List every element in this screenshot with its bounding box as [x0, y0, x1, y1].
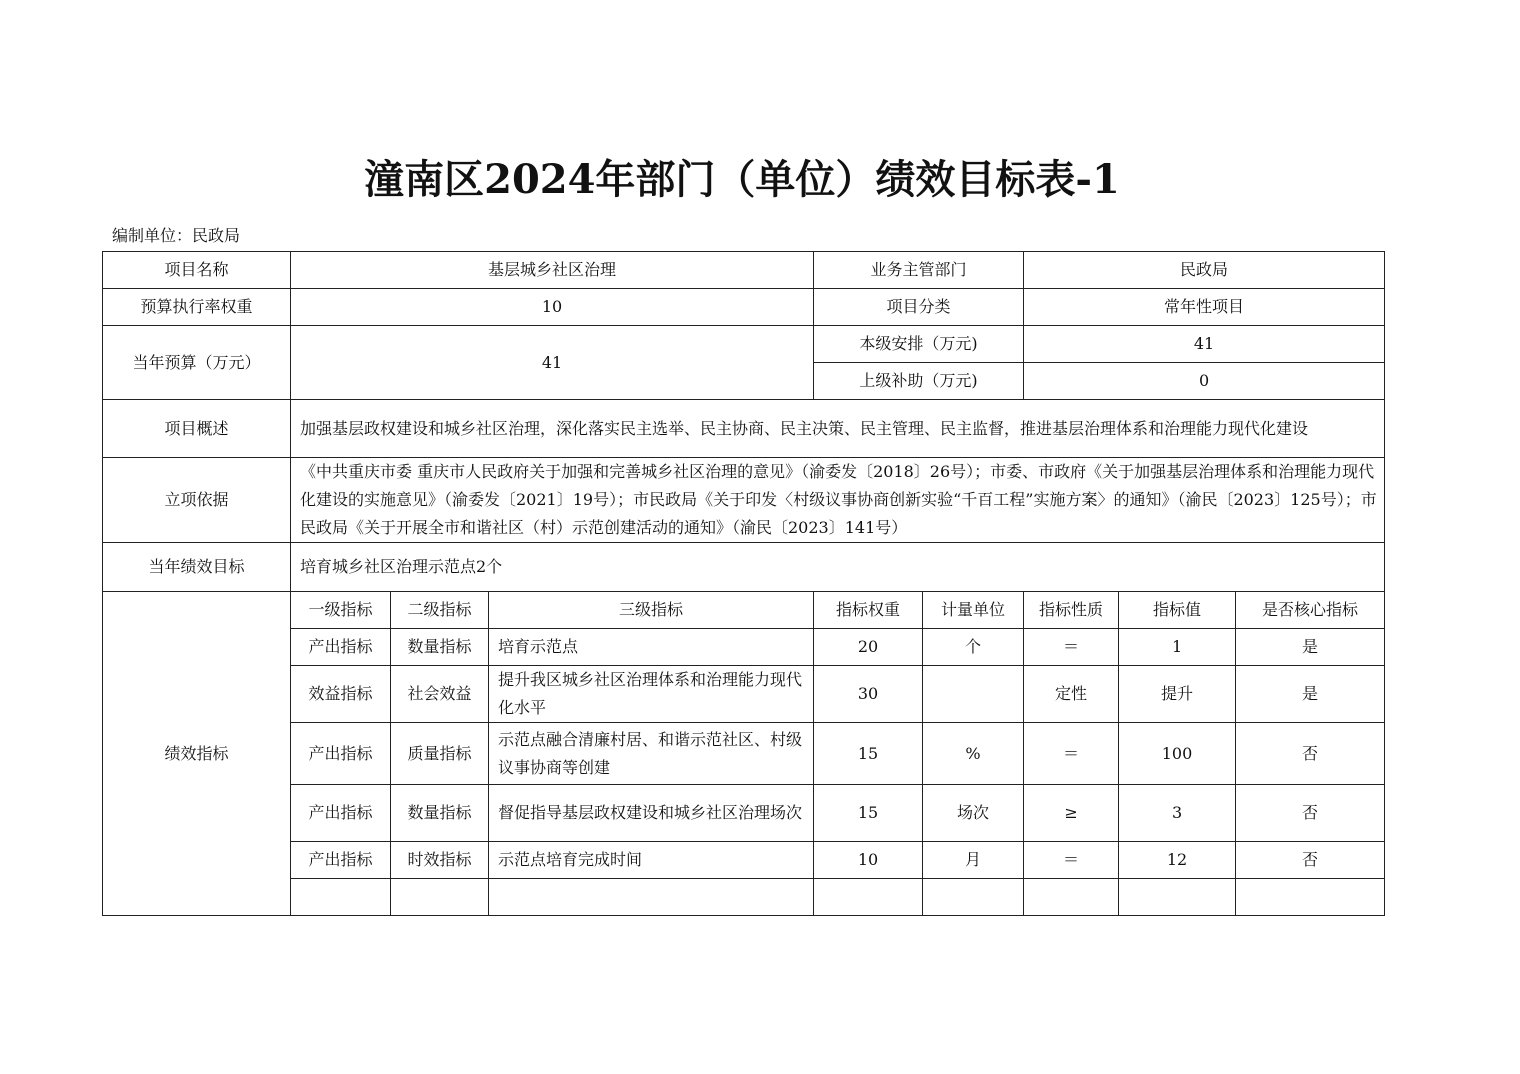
- indicator-l2: 质量指标: [391, 723, 489, 785]
- indicator-value: 1: [1119, 629, 1236, 666]
- project-name-value: 基层城乡社区治理: [291, 252, 814, 289]
- indicator-row: [103, 723, 1385, 785]
- indicator-value: 12: [1119, 842, 1236, 879]
- indicator-l1: 产出指标: [291, 629, 391, 666]
- indicator-row: [103, 666, 1385, 723]
- header-nature: 指标性质: [1024, 592, 1119, 629]
- indicator-nature: ＝: [1024, 842, 1119, 879]
- indicator-l3: 示范点融合清廉村居、和谐示范社区、村级议事协商等创建: [489, 723, 814, 785]
- category-label: 项目分类: [814, 289, 1024, 326]
- budget-weight-label: 预算执行率权重: [103, 289, 291, 326]
- indicator-row: [103, 629, 1385, 666]
- header-weight: 指标权重: [814, 592, 923, 629]
- table-row: [103, 458, 1385, 543]
- indicator-value: 100: [1119, 723, 1236, 785]
- indicator-l2: 数量指标: [391, 785, 489, 842]
- indicator-row: [103, 842, 1385, 879]
- header-unit: 计量单位: [923, 592, 1024, 629]
- local-label: 本级安排（万元): [814, 326, 1024, 363]
- indicator-l3: 提升我区城乡社区治理体系和治理能力现代化水平: [489, 666, 814, 723]
- dept-label: 业务主管部门: [814, 252, 1024, 289]
- header-l2: 二级指标: [391, 592, 489, 629]
- indicator-core: 否: [1236, 842, 1385, 879]
- indicator-weight: 20: [814, 629, 923, 666]
- category-value: 常年性项目: [1024, 289, 1385, 326]
- compiling-unit: 编制单位：民政局: [112, 226, 241, 245]
- indicator-l3: 培育示范点: [489, 629, 814, 666]
- indicator-nature: ＝: [1024, 629, 1119, 666]
- overview-label: 项目概述: [103, 400, 291, 458]
- indicator-core: 否: [1236, 785, 1385, 842]
- indicator-l1: 产出指标: [291, 842, 391, 879]
- indicator-weight: 15: [814, 785, 923, 842]
- header-l3: 三级指标: [489, 592, 814, 629]
- indicator-l2: 社会效益: [391, 666, 489, 723]
- perf-label: 绩效指标: [103, 592, 291, 916]
- indicator-core: 是: [1236, 666, 1385, 723]
- annual-budget-label: 当年预算（万元）: [103, 326, 291, 400]
- performance-table: [102, 251, 1385, 916]
- indicator-row: [103, 785, 1385, 842]
- header-core: 是否核心指标: [1236, 592, 1385, 629]
- indicator-l3: 示范点培育完成时间: [489, 842, 814, 879]
- indicator-value: 提升: [1119, 666, 1236, 723]
- table-row: [103, 289, 1385, 326]
- indicator-core: 否: [1236, 723, 1385, 785]
- indicator-l2: 时效指标: [391, 842, 489, 879]
- indicator-unit: [923, 666, 1024, 723]
- indicator-nature: ≥: [1024, 785, 1119, 842]
- header-value: 指标值: [1119, 592, 1236, 629]
- table-row: [103, 400, 1385, 458]
- dept-value: 民政局: [1024, 252, 1385, 289]
- table-row: [103, 252, 1385, 289]
- indicator-unit: 月: [923, 842, 1024, 879]
- indicator-weight: 15: [814, 723, 923, 785]
- goal-label: 当年绩效目标: [103, 543, 291, 592]
- indicator-weight: 10: [814, 842, 923, 879]
- indicator-l2: 数量指标: [391, 629, 489, 666]
- basis-label: 立项依据: [103, 458, 291, 543]
- upper-label: 上级补助（万元): [814, 363, 1024, 400]
- indicator-value: 3: [1119, 785, 1236, 842]
- indicator-header-row: [103, 592, 1385, 629]
- annual-budget-value: 41: [291, 326, 814, 400]
- indicator-l1: 效益指标: [291, 666, 391, 723]
- project-name-label: 项目名称: [103, 252, 291, 289]
- indicator-l1: 产出指标: [291, 785, 391, 842]
- header-l1: 一级指标: [291, 592, 391, 629]
- upper-value: 0: [1024, 363, 1385, 400]
- indicator-unit: 场次: [923, 785, 1024, 842]
- local-value: 41: [1024, 326, 1385, 363]
- budget-weight-value: 10: [291, 289, 814, 326]
- table-row: [103, 326, 1385, 363]
- indicator-nature: 定性: [1024, 666, 1119, 723]
- indicator-unit: %: [923, 723, 1024, 785]
- table-row: [103, 543, 1385, 592]
- overview-value: 加强基层政权建设和城乡社区治理，深化落实民主选举、民主协商、民主决策、民主管理、民主监督，推进基层治理体系和治理能力现代化建设: [291, 400, 1385, 458]
- indicator-unit: 个: [923, 629, 1024, 666]
- basis-value: 《中共重庆市委 重庆市人民政府关于加强和完善城乡社区治理的意见》（渝委发〔2018〕26号）；市委、市政府《关于加强基层治理体系和治理能力现代化建设的实施意见》（渝委发〔2021〕19号）；市民政局《关于印发〈村级议事协商创新实验“千百工程”实施方案〉的通知》（渝民〔2023〕125号）；市民政局《关于开展全市和谐社区（村）示范创建活动的通知》（渝民〔2023〕141号）: [291, 458, 1385, 543]
- indicator-core: 是: [1236, 629, 1385, 666]
- indicator-nature: ＝: [1024, 723, 1119, 785]
- indicator-l3: 督促指导基层政权建设和城乡社区治理场次: [489, 785, 814, 842]
- page-title: 潼南区2024年部门（单位）绩效目标表-1: [364, 156, 1120, 203]
- indicator-l1: 产出指标: [291, 723, 391, 785]
- goal-value: 培育城乡社区治理示范点2个: [291, 543, 1385, 592]
- indicator-weight: 30: [814, 666, 923, 723]
- empty-row: [103, 879, 1385, 916]
